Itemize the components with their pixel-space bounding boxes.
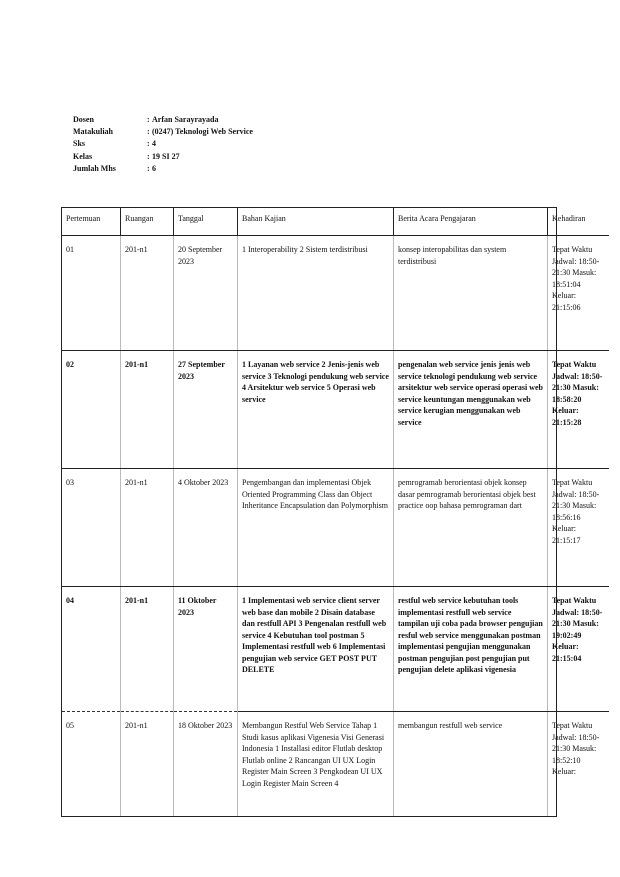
cell-berita-acara: konsep interopabilitas dan system terdistribusi xyxy=(394,236,548,351)
cell-kehadiran: Tepat Waktu Jadwal: 18:50-21:30 Masuk: 18:52:10 Keluar: xyxy=(552,721,600,776)
info-jumlah-mhs xyxy=(73,163,473,175)
cell-kehadiran: Tepat Waktu Jadwal: 18:50-21:30 Masuk: 18:51:04 Keluar: 21:15:06 xyxy=(548,236,610,351)
cell-bahan-kajian: Pengembangan dan implementasi Objek Oriented Programming Class dan Object Inheritance Encapsulation dan Polymorphism xyxy=(238,469,394,587)
info-label: Sks xyxy=(73,139,86,149)
table-header-row xyxy=(62,208,609,236)
cell-pertemuan: 03 xyxy=(62,469,121,587)
info-matakuliah xyxy=(73,126,473,138)
info-label: Jumlah Mhs xyxy=(73,163,116,173)
info-value: Arfan Sarayrayada xyxy=(152,115,219,124)
header-tanggal: Tanggal xyxy=(174,208,238,236)
header-berita-acara: Berita Acara Pengajaran xyxy=(394,208,548,236)
cell-bahan-kajian: 1 Layanan web service 2 Jenis-jenis web service 3 Teknologi pendukung web service 4 Arsitektur web service 5 Operasi web service xyxy=(238,351,394,469)
info-kelas xyxy=(73,151,473,163)
table-row xyxy=(62,351,609,469)
cell-ruangan: 201-n1 xyxy=(121,587,174,712)
cell-tanggal: 18 Oktober 2023 xyxy=(174,712,238,817)
info-separator: : xyxy=(147,139,150,149)
cell-kehadiran: Tepat Waktu Jadwal: 18:50-21:30 Masuk: 19:02:49 Keluar: 21:15:04 xyxy=(548,587,610,712)
info-separator: : xyxy=(147,127,150,137)
cell-bahan-kajian: 1 Implementasi web service client server web base dan mobile 2 Disain database dan restfull API 3 Pengenalan restfull web service 4 Kebutuhan tool postman 5 Implementasi restfull web 6 Implementasi pengujian web service GET POST PUT DELETE xyxy=(238,587,394,712)
cell-kehadiran: Tepat Waktu Jadwal: 18:50-21:30 Masuk: 18:58:20 Keluar: 21:15:28 xyxy=(548,351,610,469)
table-row xyxy=(62,712,609,817)
cell-tanggal: 4 Oktober 2023 xyxy=(174,469,238,587)
info-value: 4 xyxy=(152,139,156,149)
info-label: Matakuliah xyxy=(73,127,114,137)
cell-tanggal: 11 Oktober 2023 xyxy=(174,587,238,712)
table-row xyxy=(62,469,609,587)
info-dosen xyxy=(73,114,473,126)
table-row xyxy=(62,236,609,351)
cell-pertemuan: 04 xyxy=(62,587,121,712)
cell-ruangan: 201-n1 xyxy=(121,712,174,817)
info-separator: : xyxy=(147,151,150,161)
cell-bahan-kajian: Membangun Restful Web Service Tahap 1 Studi kasus aplikasi Vigenesia Visi Generasi Indonesia 1 Installasi editor Flutlab desktop Flutlab online 2 Rancangan UI UX Login Register Main Screen 3 Pengkodean UI UX Login Register Main Screen 4 xyxy=(238,712,394,817)
cell-bahan-kajian: 1 Interoperability 2 Sistem terdistribusi xyxy=(238,236,394,351)
cell-pertemuan: 01 xyxy=(62,236,121,351)
cell-ruangan: 201-n1 xyxy=(121,351,174,469)
cell-tanggal: 20 September 2023 xyxy=(174,236,238,351)
info-label: Kelas xyxy=(73,151,93,161)
header-ruangan: Ruangan xyxy=(121,208,174,236)
info-sks xyxy=(73,138,473,150)
cell-berita-acara: pemrogramab berorientasi objek konsep dasar pemrogramab berorientasi objek best practice oop bahasa pemrograman dart xyxy=(394,469,548,587)
table-row xyxy=(62,587,609,712)
cell-kehadiran: Tepat Waktu Jadwal: 18:50-21:30 Masuk: 18:56:16 Keluar: 21:15:17 xyxy=(548,469,610,587)
attendance-table xyxy=(61,207,603,817)
header-pertemuan: Pertemuan xyxy=(62,208,121,236)
cell-berita-acara: restful web service kebutuhan tools implementasi restfull web service tampilan uji coba pada browser pengujian resful web service menggunakan postman implementasi pengujian menggunakan postman pengujian post pengujian put pengujian delete aplikasi vigenesia xyxy=(394,587,548,712)
header-bahan-kajian: Bahan Kajian xyxy=(238,208,394,236)
cell-berita-acara: pengenalan web service jenis jenis web service teknologi pendukung web service arsitektur web service operasi operasi web service keuntungan menggunakan web service kerugian menggunakan web service xyxy=(394,351,548,469)
info-value: 6 xyxy=(152,163,156,173)
info-label: Dosen xyxy=(73,115,94,124)
cell-berita-acara: membangun restfull web service xyxy=(394,712,548,817)
cell-tanggal: 27 September 2023 xyxy=(174,351,238,469)
info-value: 19 SI 27 xyxy=(152,151,180,161)
cell-ruangan: 201-n1 xyxy=(121,236,174,351)
header-kehadiran: Kehadiran xyxy=(548,208,610,236)
course-info xyxy=(73,114,473,175)
info-value: (0247) Teknologi Web Service xyxy=(152,127,253,137)
cell-ruangan: 201-n1 xyxy=(121,469,174,587)
info-separator: : xyxy=(147,163,150,173)
info-separator: : xyxy=(147,115,150,124)
cell-pertemuan: 02 xyxy=(62,351,121,469)
cell-pertemuan: 05 xyxy=(62,712,121,817)
